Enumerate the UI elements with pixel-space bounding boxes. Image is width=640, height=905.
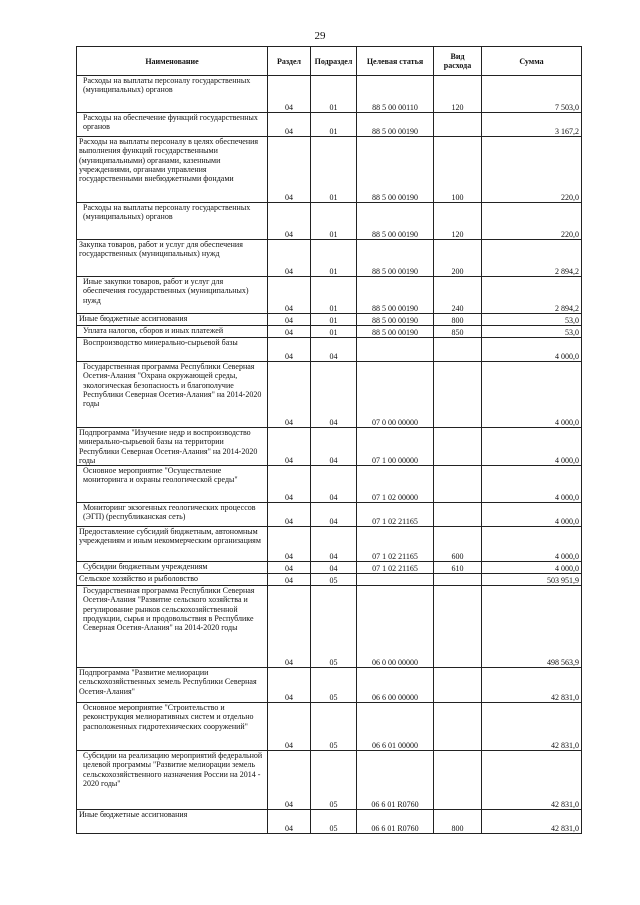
cell-razdel: 04 [268, 240, 311, 277]
cell-podrazdel: 01 [311, 326, 357, 338]
cell-summa: 2 894,2 [482, 240, 582, 277]
cell-razdel: 04 [268, 574, 311, 586]
cell-podrazdel: 01 [311, 240, 357, 277]
cell-vid: 100 [434, 137, 482, 203]
cell-statya: 88 5 00 00190 [357, 277, 434, 314]
table-row [77, 428, 582, 466]
cell-name: Иные бюджетные ассигнования [77, 810, 268, 834]
cell-vid [434, 703, 482, 751]
cell-vid [434, 668, 482, 703]
cell-statya: 06 6 00 00000 [357, 668, 434, 703]
table-row [77, 362, 582, 428]
cell-vid [434, 466, 482, 503]
header-podrazdel: Подраздел [311, 47, 357, 76]
cell-podrazdel: 04 [311, 428, 357, 466]
table-row [77, 137, 582, 203]
cell-name: Подпрограмма "Изучение недр и воспроизводство минерально-сырьевой базы на территории Республики Северная Осетия-Алания" на 2014-2020 годы [77, 428, 268, 466]
header-razdel: Раздел [268, 47, 311, 76]
cell-razdel: 04 [268, 562, 311, 574]
cell-razdel: 04 [268, 203, 311, 240]
cell-name: Основное мероприятие "Строительство и реконструкция мелиоративных систем и отдельно расположенных гидротехнических сооружений" [77, 703, 268, 751]
cell-podrazdel: 01 [311, 277, 357, 314]
cell-summa: 4 000,0 [482, 338, 582, 362]
cell-razdel: 04 [268, 428, 311, 466]
cell-razdel: 04 [268, 338, 311, 362]
cell-name: Субсидии на реализацию мероприятий федеральной целевой программы "Развитие мелиорации земель сельскохозяйственного назначения России на 2014 - 2020 годы" [77, 751, 268, 810]
table-row [77, 527, 582, 562]
cell-vid: 200 [434, 240, 482, 277]
cell-summa: 220,0 [482, 137, 582, 203]
cell-podrazdel: 04 [311, 562, 357, 574]
cell-statya: 07 0 00 00000 [357, 362, 434, 428]
cell-name: Расходы на обеспечение функций государственных органов [77, 113, 268, 137]
cell-summa: 4 000,0 [482, 562, 582, 574]
table-row [77, 586, 582, 668]
cell-podrazdel: 01 [311, 203, 357, 240]
cell-razdel: 04 [268, 810, 311, 834]
cell-razdel: 04 [268, 326, 311, 338]
cell-statya: 06 0 00 00000 [357, 586, 434, 668]
cell-statya: 06 6 01 R0760 [357, 751, 434, 810]
cell-statya [357, 574, 434, 586]
cell-vid [434, 428, 482, 466]
cell-statya: 88 5 00 00190 [357, 203, 434, 240]
cell-summa: 42 831,0 [482, 810, 582, 834]
cell-statya: 06 6 01 R0760 [357, 810, 434, 834]
cell-podrazdel: 05 [311, 668, 357, 703]
cell-vid: 120 [434, 203, 482, 240]
table-row [77, 240, 582, 277]
cell-name: Расходы на выплаты персоналу государственных (муниципальных) органов [77, 203, 268, 240]
cell-name: Основное мероприятие "Осуществление мониторинга и охраны геологической среды" [77, 466, 268, 503]
cell-summa: 53,0 [482, 314, 582, 326]
header-name: Наименование [77, 47, 268, 76]
table-row [77, 76, 582, 113]
cell-podrazdel: 05 [311, 703, 357, 751]
cell-podrazdel: 01 [311, 314, 357, 326]
cell-summa: 7 503,0 [482, 76, 582, 113]
cell-name: Воспроизводство минерально-сырьевой базы [77, 338, 268, 362]
cell-name: Иные закупки товаров, работ и услуг для обеспечения государственных (муниципальных) нужд [77, 277, 268, 314]
cell-razdel: 04 [268, 527, 311, 562]
cell-name: Закупка товаров, работ и услуг для обеспечения государственных (муниципальных) нужд [77, 240, 268, 277]
cell-razdel: 04 [268, 362, 311, 428]
cell-statya: 88 5 00 00190 [357, 326, 434, 338]
cell-razdel: 04 [268, 668, 311, 703]
cell-razdel: 04 [268, 751, 311, 810]
table-row [77, 503, 582, 527]
cell-name: Уплата налогов, сборов и иных платежей [77, 326, 268, 338]
table-row [77, 751, 582, 810]
cell-vid [434, 751, 482, 810]
table-row [77, 203, 582, 240]
cell-name: Подпрограмма "Развитие мелиорации сельскохозяйственных земель Республики Северная Осетия-Алания" [77, 668, 268, 703]
cell-vid: 610 [434, 562, 482, 574]
cell-podrazdel: 01 [311, 76, 357, 113]
cell-razdel: 04 [268, 137, 311, 203]
table-row [77, 810, 582, 834]
cell-statya: 88 5 00 00190 [357, 240, 434, 277]
table-row [77, 562, 582, 574]
table-row [77, 326, 582, 338]
cell-vid: 600 [434, 527, 482, 562]
cell-podrazdel: 01 [311, 113, 357, 137]
cell-name: Предоставление субсидий бюджетным, автономным учреждениям и иным некоммерческим организациям [77, 527, 268, 562]
cell-podrazdel: 05 [311, 751, 357, 810]
cell-podrazdel: 01 [311, 137, 357, 203]
cell-podrazdel: 04 [311, 338, 357, 362]
table-header-row [77, 47, 582, 76]
cell-name: Иные бюджетные ассигнования [77, 314, 268, 326]
cell-statya: 06 6 01 00000 [357, 703, 434, 751]
cell-statya: 07 1 02 21165 [357, 503, 434, 527]
page-number: 29 [314, 30, 326, 42]
cell-name: Мониторинг экзогенных геологических процессов (ЭГП) (республиканская сеть) [77, 503, 268, 527]
cell-statya: 88 5 00 00190 [357, 113, 434, 137]
cell-summa: 42 831,0 [482, 703, 582, 751]
cell-statya: 07 1 02 21165 [357, 562, 434, 574]
cell-razdel: 04 [268, 466, 311, 503]
cell-name: Расходы на выплаты персоналу государственных (муниципальных) органов [77, 76, 268, 113]
cell-summa: 220,0 [482, 203, 582, 240]
cell-razdel: 04 [268, 76, 311, 113]
cell-vid: 800 [434, 810, 482, 834]
cell-summa: 498 563,9 [482, 586, 582, 668]
budget-table [76, 46, 582, 834]
cell-podrazdel: 04 [311, 503, 357, 527]
cell-vid [434, 362, 482, 428]
cell-podrazdel: 04 [311, 466, 357, 503]
table-row [77, 113, 582, 137]
table-row [77, 466, 582, 503]
table-row [77, 574, 582, 586]
table-row [77, 703, 582, 751]
cell-razdel: 04 [268, 703, 311, 751]
cell-summa: 2 894,2 [482, 277, 582, 314]
cell-podrazdel: 05 [311, 574, 357, 586]
cell-podrazdel: 04 [311, 527, 357, 562]
cell-podrazdel: 05 [311, 586, 357, 668]
cell-razdel: 04 [268, 113, 311, 137]
cell-podrazdel: 04 [311, 362, 357, 428]
cell-name: Сельское хозяйство и рыболовство [77, 574, 268, 586]
cell-razdel: 04 [268, 586, 311, 668]
cell-summa: 4 000,0 [482, 503, 582, 527]
cell-summa: 503 951,9 [482, 574, 582, 586]
cell-name: Субсидии бюджетным учреждениям [77, 562, 268, 574]
cell-vid [434, 586, 482, 668]
cell-statya: 07 1 02 21165 [357, 527, 434, 562]
cell-summa: 42 831,0 [482, 668, 582, 703]
cell-razdel: 04 [268, 314, 311, 326]
cell-podrazdel: 05 [311, 810, 357, 834]
table-row [77, 668, 582, 703]
cell-summa: 3 167,2 [482, 113, 582, 137]
cell-razdel: 04 [268, 503, 311, 527]
cell-statya: 88 5 00 00190 [357, 314, 434, 326]
cell-vid: 120 [434, 76, 482, 113]
cell-name: Государственная программа Республики Северная Осетия-Алания "Охрана окружающей среды, экологическая безопасность и благополучие Республики Северная Осетия-Алания" на 2014-2020 годы [77, 362, 268, 428]
cell-statya [357, 338, 434, 362]
cell-summa: 4 000,0 [482, 527, 582, 562]
cell-vid: 850 [434, 326, 482, 338]
cell-vid [434, 113, 482, 137]
header-vid: Вид расхода [434, 47, 482, 76]
table-row [77, 277, 582, 314]
cell-vid: 240 [434, 277, 482, 314]
cell-vid: 800 [434, 314, 482, 326]
cell-statya: 07 1 02 00000 [357, 466, 434, 503]
cell-statya: 88 5 00 00110 [357, 76, 434, 113]
cell-statya: 88 5 00 00190 [357, 137, 434, 203]
table-row [77, 338, 582, 362]
cell-summa: 42 831,0 [482, 751, 582, 810]
header-summa: Сумма [482, 47, 582, 76]
cell-vid [434, 574, 482, 586]
cell-summa: 4 000,0 [482, 428, 582, 466]
header-statya: Целевая статья [357, 47, 434, 76]
cell-summa: 4 000,0 [482, 466, 582, 503]
cell-summa: 53,0 [482, 326, 582, 338]
cell-statya: 07 1 00 00000 [357, 428, 434, 466]
cell-name: Расходы на выплаты персоналу в целях обеспечения выполнения функций государственными (муниципальными) органами, казенными учреждениями, органами управления государственными внебюджетными фондами [77, 137, 268, 203]
cell-name: Государственная программа Республики Северная Осетия-Алания "Развитие сельского хозяйства и регулирование рынков сельскохозяйственной продукции, сырья и продовольствия в Республике Северная Осетия-Алания" на 2014-2020 годы [77, 586, 268, 668]
cell-razdel: 04 [268, 277, 311, 314]
cell-summa: 4 000,0 [482, 362, 582, 428]
cell-vid [434, 338, 482, 362]
cell-vid [434, 503, 482, 527]
table-row [77, 314, 582, 326]
